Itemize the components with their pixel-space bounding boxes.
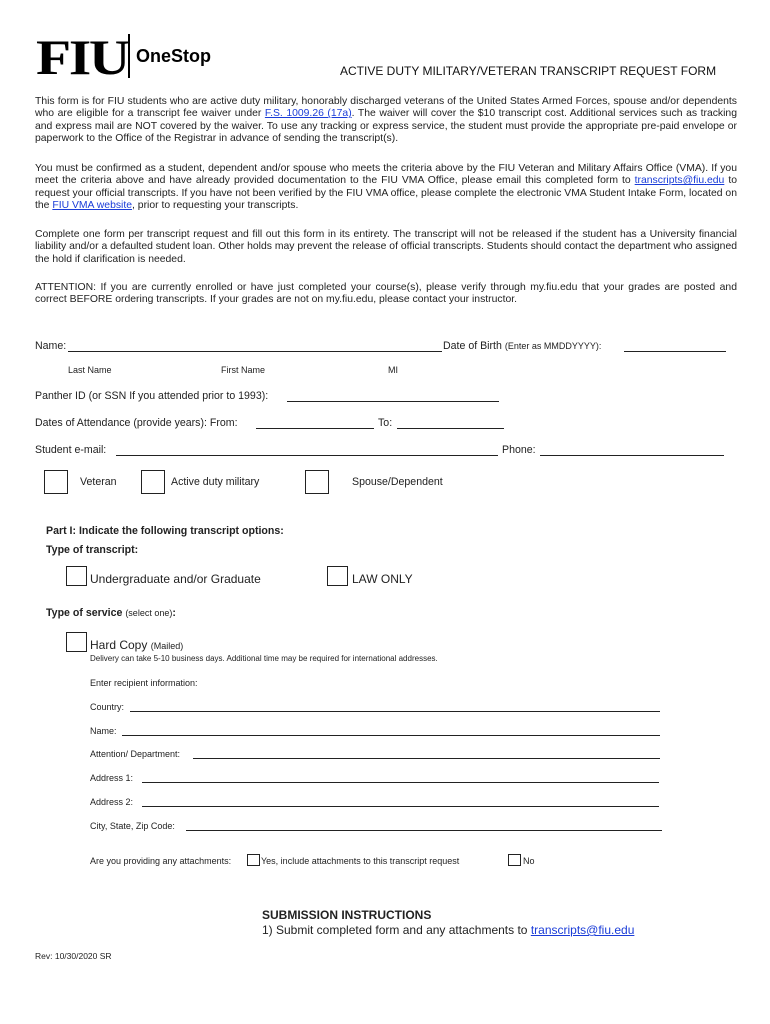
hard-copy-label: Hard Copy (Mailed) <box>90 638 184 652</box>
undergrad-label: Undergraduate and/or Graduate <box>90 572 261 586</box>
panther-id-label: Panther ID (or SSN If you attended prior to 1993): <box>35 390 269 402</box>
submission-email-link[interactable]: transcripts@fiu.edu <box>530 923 635 937</box>
attention-line[interactable] <box>193 758 660 759</box>
vma-website-link[interactable]: FIU VMA website <box>52 200 133 212</box>
statute-link[interactable]: F.S. 1009.26 (17a) <box>264 108 352 120</box>
transcripts-email-link[interactable]: transcripts@fiu.edu <box>634 175 725 187</box>
veteran-label: Veteran <box>80 476 117 488</box>
fiu-logo: FIU <box>36 29 129 85</box>
country-line[interactable] <box>130 711 660 712</box>
recipient-name-line[interactable] <box>122 735 660 736</box>
dates-label: Dates of Attendance (provide years): From: <box>35 417 238 429</box>
transcript-type-heading: Type of transcript: <box>46 544 139 556</box>
phone-line[interactable] <box>540 455 724 456</box>
spouse-checkbox[interactable] <box>305 470 329 494</box>
intro-paragraph-4: ATTENTION: If you are currently enrolled or have just completed your course(s), please verify through my.fiu.edu that your grades are posted and correct BEFORE ordering transcripts. If your grades are not on my.fiu.edu, please contact your instructor. <box>35 282 737 306</box>
address1-label: Address 1: <box>90 773 134 783</box>
email-line[interactable] <box>116 455 498 456</box>
law-label: LAW ONLY <box>352 572 413 586</box>
attachments-yes-checkbox[interactable] <box>247 854 260 866</box>
law-checkbox[interactable] <box>327 566 348 586</box>
email-label: Student e-mail: <box>35 444 107 456</box>
dob-line[interactable] <box>624 351 726 352</box>
intro-paragraph-1: This form is for FIU students who are active duty military, honorably discharged veterans of the United States Armed Forces, spouse and/or dependents who are eligible for a transcript fee waiver under F.S. 1009.26 (17a). The waiver will cover the $10 transcript cost. Additional services such as tracking and express mail are NOT covered by the waiver. To use any tracking or express service, the student must provide the appropriate pre-paid envelope or paperwork to the Office of the Registrar in advance of sending the transcript(s). <box>35 96 737 145</box>
to-line[interactable] <box>397 428 504 429</box>
attachments-yes-label: Yes, include attachments to this transcript request <box>261 856 460 866</box>
delivery-note: Delivery can take 5-10 business days. Additional time may be required for international addresses. <box>90 654 438 663</box>
active-duty-checkbox[interactable] <box>141 470 165 494</box>
intro-paragraph-2: You must be confirmed as a student, dependent and/or spouse who meets the criteria above by the FIU Veteran and Military Affairs Office (VMA). If you meet the criteria above and have already provided documentation to the FIU VMA Office, please email this completed form to transcripts@fiu.edu to request your official transcripts. If you have not been verified by the FIU VMA office, please complete the electronic VMA Student Intake Form, located on the FIU VMA website, prior to requesting your transcripts. <box>35 163 737 212</box>
from-line[interactable] <box>256 428 374 429</box>
attachments-question: Are you providing any attachments: <box>90 856 232 866</box>
attachments-no-checkbox[interactable] <box>508 854 521 866</box>
service-heading: Type of service (select one): <box>46 607 176 619</box>
logo-divider <box>128 34 130 78</box>
active-duty-label: Active duty military <box>171 476 260 488</box>
brand-name: OneStop <box>136 46 211 66</box>
attachments-no-label: No <box>523 856 535 866</box>
hard-copy-checkbox[interactable] <box>66 632 87 652</box>
submission-step-1: 1) Submit completed form and any attachments to transcripts@fiu.edu <box>262 923 635 937</box>
city-state-zip-line[interactable] <box>186 830 662 831</box>
city-state-zip-label: City, State, Zip Code: <box>90 821 175 831</box>
panther-id-line[interactable] <box>287 401 499 402</box>
intro-paragraph-3: Complete one form per transcript request and fill out this form in its entirety. The transcript will not be released if the student has a University financial liability and/or a defaulted student loan. Other holds may prevent the release of official transcripts. Students should contact the department who assigned the hold if clarification is needed. <box>35 229 737 265</box>
name-line[interactable] <box>68 351 442 352</box>
veteran-checkbox[interactable] <box>44 470 68 494</box>
mi-caption: MI <box>388 365 398 375</box>
submission-heading: SUBMISSION INSTRUCTIONS <box>262 908 432 922</box>
spouse-label: Spouse/Dependent <box>352 476 443 488</box>
recipient-name-label: Name: <box>90 726 117 736</box>
phone-label: Phone: <box>502 444 536 456</box>
form-title: ACTIVE DUTY MILITARY/VETERAN TRANSCRIPT REQUEST FORM <box>340 64 717 78</box>
revision-note: Rev: 10/30/2020 SR <box>35 951 112 961</box>
name-label: Name: <box>35 340 67 352</box>
part1-heading: Part I: Indicate the following transcript options: <box>46 525 284 537</box>
first-name-caption: First Name <box>221 365 266 375</box>
attention-label: Attention/ Department: <box>90 749 181 759</box>
dob-label: Date of Birth (Enter as MMDDYYYY): <box>443 340 602 352</box>
address1-line[interactable] <box>142 782 659 783</box>
address2-line[interactable] <box>142 806 659 807</box>
last-name-caption: Last Name <box>68 365 112 375</box>
to-label: To: <box>378 417 393 429</box>
address2-label: Address 2: <box>90 797 134 807</box>
undergrad-checkbox[interactable] <box>66 566 87 586</box>
recipient-intro: Enter recipient information: <box>90 678 198 688</box>
country-label: Country: <box>90 702 125 712</box>
